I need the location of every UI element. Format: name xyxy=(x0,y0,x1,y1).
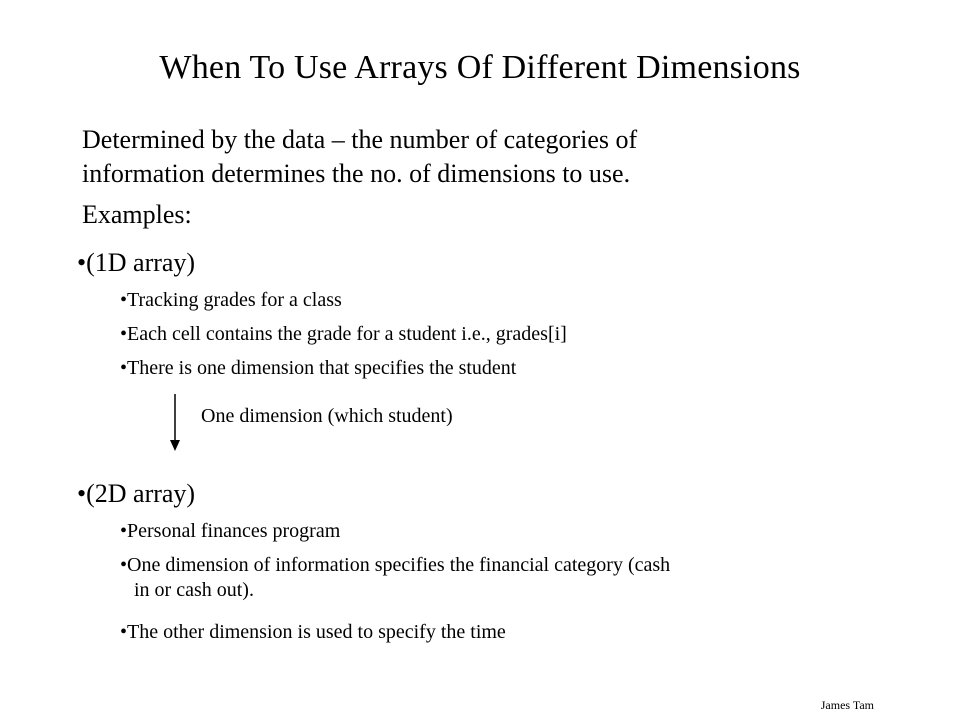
bullet-2d-item-2 xyxy=(120,553,920,603)
bullet-1d-item-2: •Each cell contains the grade for a student i.e., grades[i] xyxy=(120,323,567,345)
bullet-2d-array: •(2D array) xyxy=(77,479,196,508)
down-arrow-icon xyxy=(168,394,182,452)
slide-title: When To Use Arrays Of Different Dimensions xyxy=(159,49,801,86)
intro-paragraph xyxy=(82,123,902,191)
bullet-2d-item-3: •The other dimension is used to specify the time xyxy=(120,621,506,643)
bullet-2d-item-2-line-2: in or cash out). xyxy=(134,579,254,601)
examples-label: Examples: xyxy=(82,200,192,229)
bullet-1d-array: •(1D array) xyxy=(77,248,196,277)
bullet-2d-item-2-line-1: •One dimension of information specifies the financial category (cash xyxy=(120,554,671,576)
bullet-1d-item-3: •There is one dimension that specifies the student xyxy=(120,357,517,379)
intro-line-2: information determines the no. of dimensions to use. xyxy=(82,159,631,188)
author-footer: James Tam xyxy=(820,698,874,712)
intro-line-1: Determined by the data – the number of categories of xyxy=(82,125,638,154)
bullet-1d-item-1: •Tracking grades for a class xyxy=(120,289,342,311)
bullet-2d-item-1: •Personal finances program xyxy=(120,520,341,542)
dimension-annotation: One dimension (which student) xyxy=(201,405,453,427)
